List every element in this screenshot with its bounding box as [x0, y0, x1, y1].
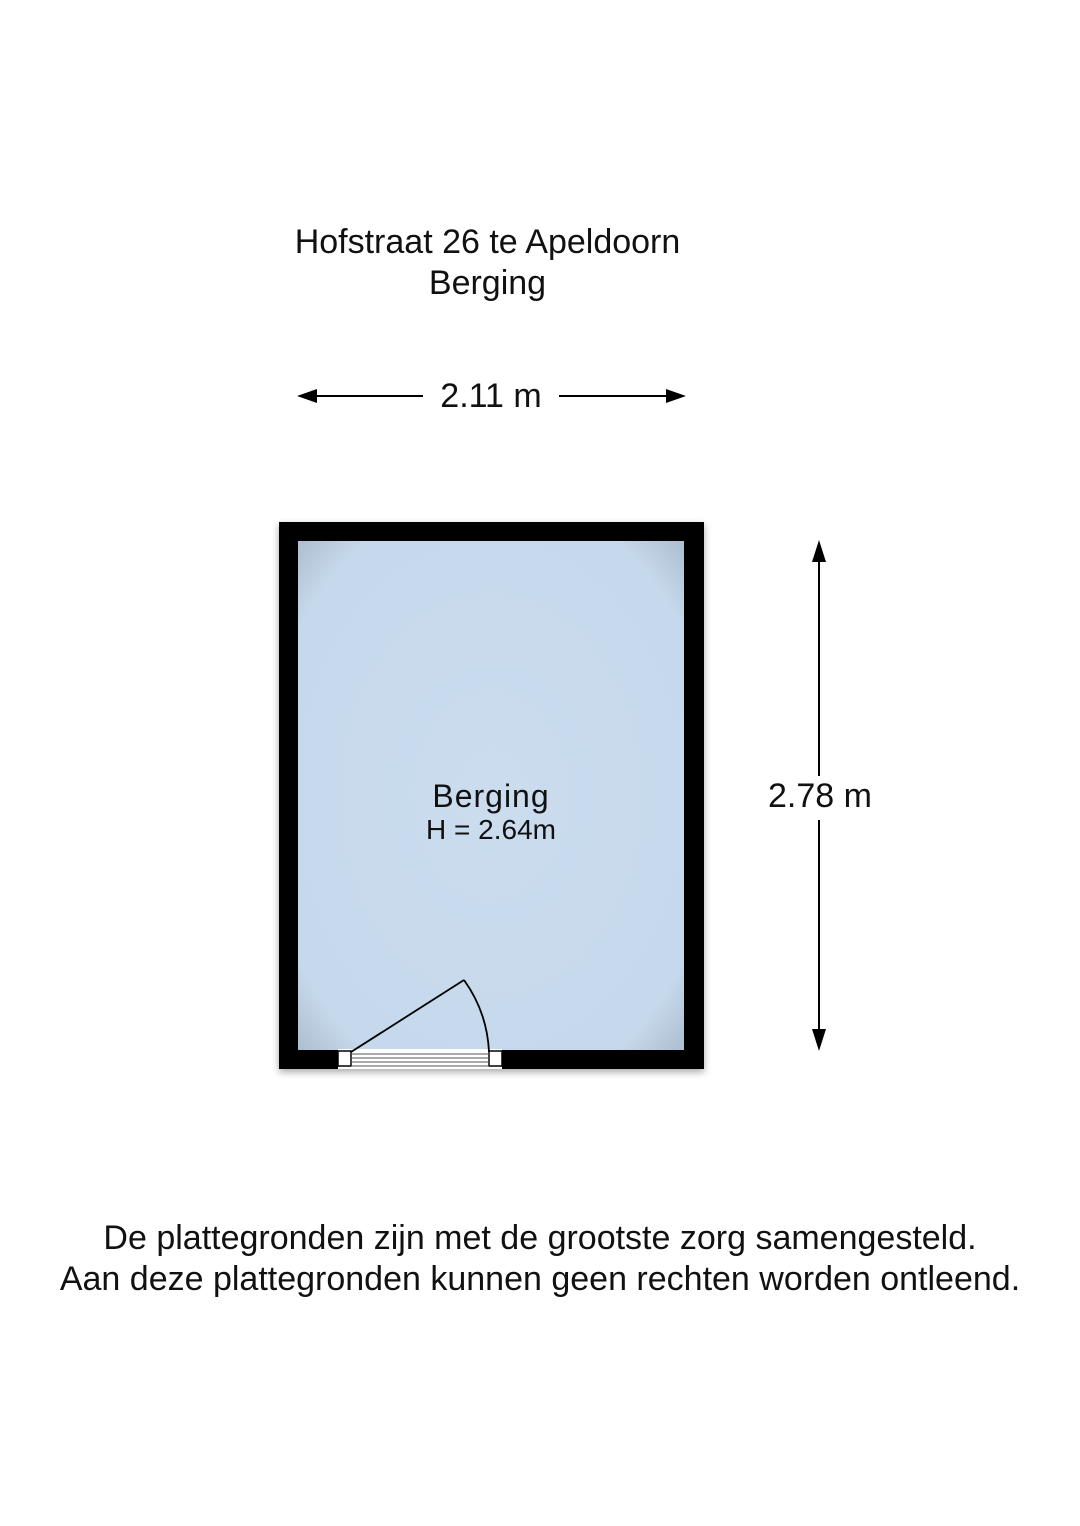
room-height-label: H = 2.64m — [426, 814, 556, 845]
disclaimer-line-2: Aan deze plattegronden kunnen geen rechten worden ontleend. — [59, 1260, 1021, 1298]
plan-floor-title: Berging — [428, 264, 547, 302]
plan-address-title: Hofstraat 26 te Apeldoorn — [294, 223, 681, 261]
depth-dimension-label: 2.78 m — [752, 776, 888, 816]
disclaimer-line-1: De plattegronden zijn met de grootste zorg samengesteld. — [103, 1219, 977, 1257]
width-dimension-label: 2.11 m — [423, 376, 559, 416]
room-name-label: Berging — [432, 778, 550, 814]
